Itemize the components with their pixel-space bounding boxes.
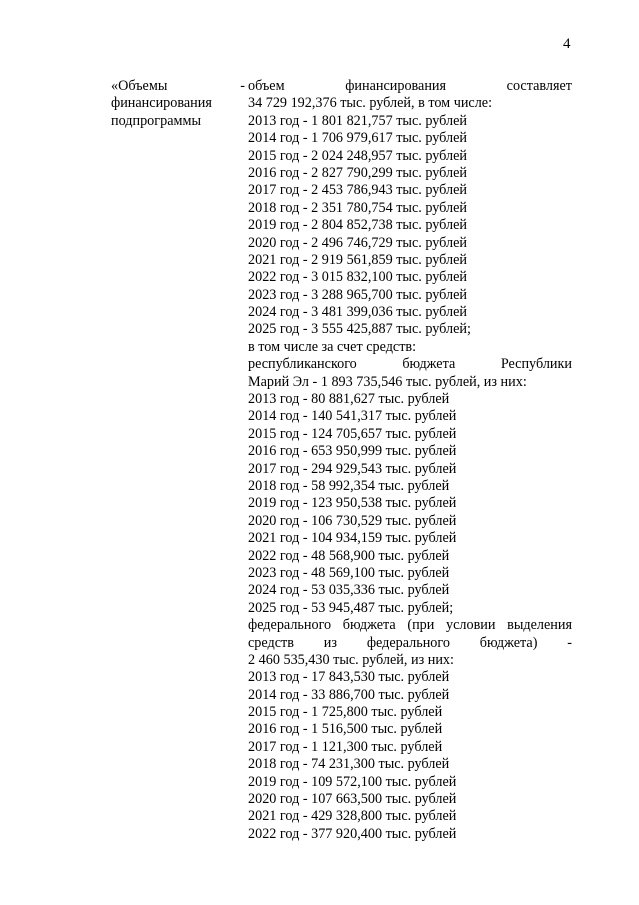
federal-budget-line1 xyxy=(248,617,572,634)
section-label xyxy=(111,78,245,130)
year-amount-line: 2020 год - 2 496 746,729 тыс. рублей xyxy=(248,234,468,251)
total-amount-line: 34 729 192,376 тыс. рублей, в том числе: xyxy=(248,95,493,112)
republic-budget-line xyxy=(248,356,572,373)
federal-total-line: 2 460 535,430 тыс. рублей, из них: xyxy=(248,651,454,668)
year-amount-line: 2025 год - 53 945,487 тыс. рублей; xyxy=(248,599,454,616)
year-amount-line: 2014 год - 33 886,700 тыс. рублей xyxy=(248,686,450,703)
section-label-dash: - xyxy=(240,78,245,94)
federal-word: из xyxy=(323,634,337,651)
year-amount-line: 2022 год - 377 920,400 тыс. рублей xyxy=(248,825,457,842)
republic-years-list xyxy=(248,391,572,617)
federal-budget-line2 xyxy=(248,635,572,652)
intro-word: финансирования xyxy=(345,78,447,94)
year-amount-line: 2022 год - 3 015 832,100 тыс. рублей xyxy=(248,269,468,286)
year-amount-line: 2023 год - 48 569,100 тыс. рублей xyxy=(248,564,450,581)
year-amount-line: 2018 год - 2 351 780,754 тыс. рублей xyxy=(248,199,468,216)
year-amount-line: 2015 год - 1 725,800 тыс. рублей xyxy=(248,704,443,721)
year-amount-line: 2015 год - 2 024 248,957 тыс. рублей xyxy=(248,147,468,164)
federal-word: бюджета) xyxy=(479,634,538,651)
funding-text xyxy=(248,78,572,843)
year-amount-line: 2017 год - 2 453 786,943 тыс. рублей xyxy=(248,182,468,199)
republic-word: бюджета xyxy=(402,356,456,373)
republic-word: Республики xyxy=(500,356,572,373)
year-amount-line: 2018 год - 74 231,300 тыс. рублей xyxy=(248,756,450,773)
year-amount-line: 2024 год - 53 035,336 тыс. рублей xyxy=(248,582,450,599)
section-label-row xyxy=(111,78,245,95)
year-amount-line: 2014 год - 140 541,317 тыс. рублей xyxy=(248,408,457,425)
year-amount-line: 2021 год - 2 919 561,859 тыс. рублей xyxy=(248,251,468,268)
year-amount-line: 2023 год - 3 288 965,700 тыс. рублей xyxy=(248,286,468,303)
year-amount-line: 2025 год - 3 555 425,887 тыс. рублей; xyxy=(248,321,471,338)
year-amount-line: 2017 год - 1 121,300 тыс. рублей xyxy=(248,738,443,755)
year-amount-line: 2022 год - 48 568,900 тыс. рублей xyxy=(248,547,450,564)
year-amount-line: 2021 год - 429 328,800 тыс. рублей xyxy=(248,808,457,825)
year-amount-line: 2019 год - 123 950,538 тыс. рублей xyxy=(248,495,457,512)
federal-word: средств xyxy=(248,634,294,651)
federal-line1-text: федерального бюджета (при условии выделения xyxy=(248,617,572,634)
year-amount-line: 2017 год - 294 929,543 тыс. рублей xyxy=(248,460,457,477)
sources-intro-line: в том числе за счет средств: xyxy=(248,338,417,355)
year-amount-line: 2018 год - 58 992,354 тыс. рублей xyxy=(248,477,450,494)
year-amount-line: 2019 год - 109 572,100 тыс. рублей xyxy=(248,773,457,790)
year-amount-line: 2014 год - 1 706 979,617 тыс. рублей xyxy=(248,130,468,147)
federal-word: федерального xyxy=(366,634,450,651)
year-amount-line: 2015 год - 124 705,657 тыс. рублей xyxy=(248,425,457,442)
year-amount-line: 2016 год - 653 950,999 тыс. рублей xyxy=(248,443,457,460)
year-amount-line: 2013 год - 80 881,627 тыс. рублей xyxy=(248,391,450,408)
year-amount-line: 2016 год - 1 516,500 тыс. рублей xyxy=(248,721,443,738)
intro-word: составляет xyxy=(506,78,572,94)
republic-word: республиканского xyxy=(248,356,357,373)
year-amount-line: 2013 год - 17 843,530 тыс. рублей xyxy=(248,669,450,686)
year-amount-line: 2020 год - 107 663,500 тыс. рублей xyxy=(248,791,457,808)
intro-word: объем xyxy=(248,78,285,94)
year-amount-line: 2021 год - 104 934,159 тыс. рублей xyxy=(248,530,457,547)
intro-line xyxy=(248,78,572,95)
year-amount-line: 2019 год - 2 804 852,738 тыс. рублей xyxy=(248,217,468,234)
federal-years-list xyxy=(248,669,572,843)
section-label-line2: финансирования xyxy=(111,95,212,112)
total-years-list xyxy=(248,113,572,339)
federal-word: - xyxy=(567,634,572,651)
page-number: 4 xyxy=(563,36,571,52)
year-amount-line: 2016 год - 2 827 790,299 тыс. рублей xyxy=(248,164,468,181)
republic-total-line: Марий Эл - 1 893 735,546 тыс. рублей, из них: xyxy=(248,373,527,390)
year-amount-line: 2020 год - 106 730,529 тыс. рублей xyxy=(248,512,457,529)
year-amount-line: 2013 год - 1 801 821,757 тыс. рублей xyxy=(248,112,468,129)
section-label-line1: «Объемы xyxy=(111,78,168,94)
section-label-line3: подпрограммы xyxy=(111,112,201,129)
year-amount-line: 2024 год - 3 481 399,036 тыс. рублей xyxy=(248,304,468,321)
